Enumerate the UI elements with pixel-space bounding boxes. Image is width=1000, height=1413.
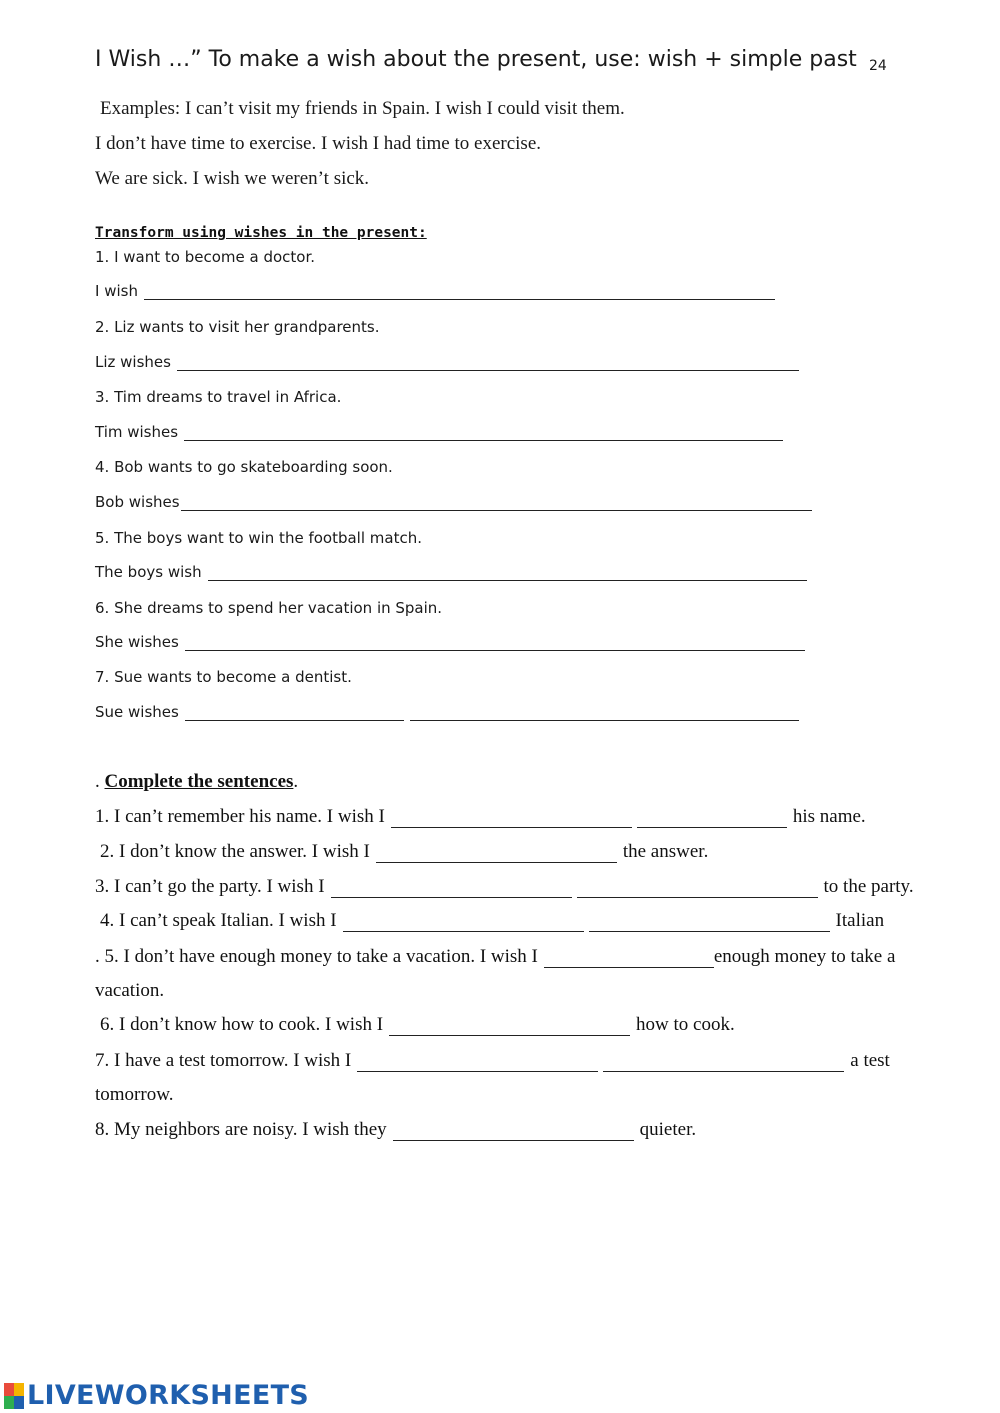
s1-lead-7: Sue wishes <box>95 703 179 721</box>
s2-pre-2: 2. I don’t know the answer. I wish I <box>100 841 370 862</box>
s1-prompt-7: 7. Sue wants to become a dentist. <box>95 668 352 686</box>
s1-answer-row-7 <box>95 703 799 721</box>
s2-blank-4a[interactable] <box>343 915 584 932</box>
section-2-heading-text: Complete the sentences <box>104 771 294 792</box>
s1-answer-blank-1[interactable] <box>144 285 775 300</box>
s2-blank-7b[interactable] <box>603 1055 844 1072</box>
s2-blank-7a[interactable] <box>357 1055 598 1072</box>
s1-prompt-3: 3. Tim dreams to travel in Africa. <box>95 388 342 406</box>
s2-sentence-3 <box>95 876 914 898</box>
s2-blank-2[interactable] <box>376 846 617 863</box>
s1-answer-row-4 <box>95 493 812 511</box>
s2-blank-4b[interactable] <box>589 915 830 932</box>
section-2-heading <box>95 771 298 793</box>
s2-sentence-1 <box>95 806 866 828</box>
s2-post-7: a test <box>850 1050 890 1071</box>
s2-post-6: how to cook. <box>636 1014 735 1035</box>
s2-blank-6[interactable] <box>389 1019 630 1036</box>
s1-answer-blank-5[interactable] <box>208 566 807 581</box>
s2-blank-1a[interactable] <box>391 811 632 828</box>
s2-post-5: enough money to take a <box>713 946 896 967</box>
example-line-3: We are sick. I wish we weren’t sick. <box>95 168 370 189</box>
s1-prompt-6: 6. She dreams to spend her vacation in Spain. <box>95 599 443 617</box>
s1-answer-blank-3[interactable] <box>184 426 783 441</box>
logo-mark-icon <box>4 1383 24 1409</box>
s2-blank-3b[interactable] <box>577 881 818 898</box>
s1-answer-blank-7b[interactable] <box>410 706 799 721</box>
s1-answer-blank-6[interactable] <box>185 636 805 651</box>
s2-blank-5[interactable] <box>544 951 714 968</box>
logo-text: LIVEWORKSHEETS <box>27 1380 310 1411</box>
s1-answer-row-5 <box>95 563 807 581</box>
s2-pre-6: 6. I don’t know how to cook. I wish I <box>100 1014 384 1035</box>
s1-answer-blank-4[interactable] <box>181 496 812 511</box>
section-1-heading: Transform using wishes in the present: <box>95 225 427 241</box>
s2-post-2: the answer. <box>622 841 709 862</box>
s1-lead-2: Liz wishes <box>95 353 171 371</box>
s2-pre-8: 8. My neighbors are noisy. I wish they <box>95 1119 387 1140</box>
logo-square-blue <box>14 1396 24 1409</box>
s2-sentence-5-cont: vacation. <box>95 980 165 1001</box>
logo-square-yellow <box>14 1383 24 1396</box>
s1-answer-row-1 <box>95 282 775 300</box>
s1-answer-blank-2[interactable] <box>177 356 799 371</box>
s2-post-8: quieter. <box>639 1119 697 1140</box>
s2-post-1: his name. <box>792 806 866 827</box>
s1-lead-5: The boys wish <box>95 563 202 581</box>
s2-sentence-5 <box>95 946 895 968</box>
s2-sentence-6 <box>100 1014 735 1036</box>
s1-lead-4: Bob wishes <box>95 493 180 511</box>
s2-post-3: to the party. <box>823 876 914 897</box>
s2-pre-1: 1. I can’t remember his name. I wish I <box>95 806 385 827</box>
page-title: I Wish …” To make a wish about the present, use: wish + simple past <box>95 47 857 72</box>
s2-sentence-4 <box>100 910 884 932</box>
s2-sentence-7 <box>95 1050 890 1072</box>
section-2-heading-suffix: . <box>293 771 299 792</box>
example-line-1: Examples: I can’t visit my friends in Spain. I wish I could visit them. <box>100 98 625 119</box>
s1-lead-1: I wish <box>95 282 138 300</box>
s2-post-4: Italian <box>835 910 885 931</box>
s2-sentence-8 <box>95 1119 696 1141</box>
section-2-heading-prefix: . <box>95 771 105 792</box>
s1-answer-row-3 <box>95 423 783 441</box>
s2-pre-4: 4. I can’t speak Italian. I wish I <box>100 910 337 931</box>
logo-square-green <box>4 1396 14 1409</box>
page-number: 24 <box>869 58 887 74</box>
s2-sentence-7-cont: tomorrow. <box>95 1084 174 1105</box>
s1-prompt-4: 4. Bob wants to go skateboarding soon. <box>95 458 393 476</box>
example-line-2: I don’t have time to exercise. I wish I had time to exercise. <box>95 133 541 154</box>
s1-prompt-5: 5. The boys want to win the football match. <box>95 529 422 547</box>
s1-answer-row-6 <box>95 633 805 651</box>
s2-blank-8[interactable] <box>393 1124 634 1141</box>
s2-pre-3: 3. I can’t go the party. I wish I <box>95 876 325 897</box>
s2-blank-3a[interactable] <box>331 881 572 898</box>
s1-lead-3: Tim wishes <box>95 423 179 441</box>
s2-pre-7: 7. I have a test tomorrow. I wish I <box>95 1050 352 1071</box>
s1-prompt-2: 2. Liz wants to visit her grandparents. <box>95 318 380 336</box>
s2-pre-5: . 5. I don’t have enough money to take a vacation. I wish I <box>95 946 538 967</box>
liveworksheets-logo <box>4 1380 309 1411</box>
logo-square-red <box>4 1383 14 1396</box>
s2-blank-1b[interactable] <box>637 811 787 828</box>
s1-prompt-1: 1. I want to become a doctor. <box>95 248 316 266</box>
s1-answer-row-2 <box>95 353 799 371</box>
s2-sentence-2 <box>100 841 708 863</box>
s1-lead-6: She wishes <box>95 633 179 651</box>
s1-answer-blank-7a[interactable] <box>185 706 404 721</box>
